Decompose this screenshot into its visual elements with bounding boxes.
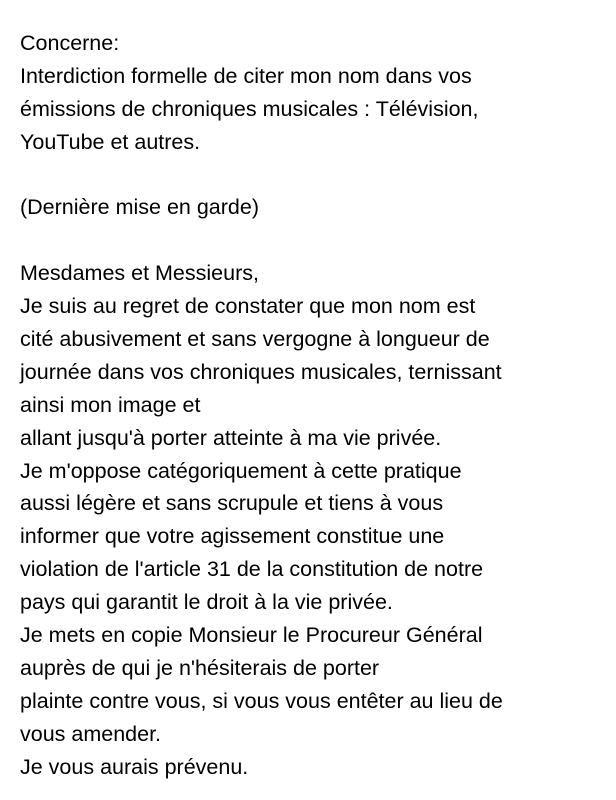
body-line: cité abusivement et sans vergogne à longueur de xyxy=(20,327,490,352)
body-line: aussi légère et sans scrupule et tiens à vous xyxy=(20,491,444,516)
body-line: allant jusqu'à porter atteinte à ma vie privée. xyxy=(20,425,442,450)
body-line: Je suis au regret de constater que mon nom est xyxy=(20,294,476,319)
body-line: Je mets en copie Monsieur le Procureur Général xyxy=(20,623,483,648)
body-line: violation de l'article 31 de la constitution de notre xyxy=(20,557,484,582)
blank-line xyxy=(20,159,610,192)
blank-line xyxy=(20,224,610,257)
body-line: informer que votre agissement constitue une xyxy=(20,524,445,549)
subject-line: émissions de chroniques musicales : Télévision, xyxy=(20,96,479,121)
body-line: plainte contre vous, si vous vous entêter au lieu de xyxy=(20,688,503,713)
closing-line: Je vous aurais prévenu. xyxy=(20,754,249,779)
body-line: auprès de qui je n'hésiterais de porter xyxy=(20,655,380,680)
body-line: ainsi mon image et xyxy=(20,392,201,417)
subject-line: Interdiction formelle de citer mon nom dans vos xyxy=(20,63,472,88)
subject-line: YouTube et autres. xyxy=(20,129,201,154)
body-line: journée dans vos chroniques musicales, ternissant xyxy=(20,359,502,384)
body-line: vous amender. xyxy=(20,721,162,746)
warning-note: (Dernière mise en garde) xyxy=(20,195,259,220)
body-line: pays qui garantit le droit à la vie privée. xyxy=(20,590,393,615)
letter-text xyxy=(20,27,610,783)
salutation: Mesdames et Messieurs, xyxy=(20,261,259,286)
body-line: Je m'oppose catégoriquement à cette pratique xyxy=(20,458,462,483)
subject-label: Concerne: xyxy=(20,31,120,55)
